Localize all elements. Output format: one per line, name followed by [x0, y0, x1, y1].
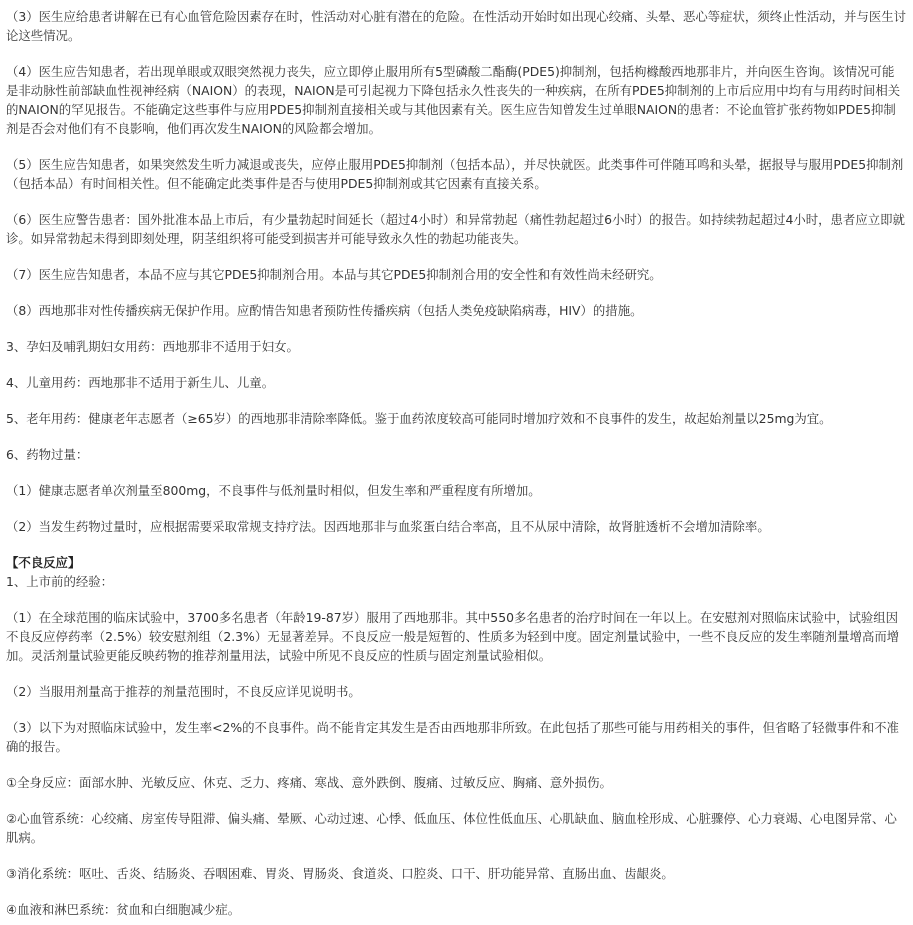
precaution-paragraph-5: （5）医生应告知患者，如果突然发生听力减退或丧失，应停止服用PDE5抑制剂（包括本品），并尽快就医。此类事件可伴随耳鸣和头晕，据报导与服用PDE5抑制剂（包括本品）有时间相关性。但不能确定此类事件是否与使用PDE5抑制剂或其它因素有直接关系。: [6, 157, 904, 191]
document-body: [6, 7, 906, 919]
precaution-paragraph-6: （6）医生应警告患者：国外批准本品上市后，有少量勃起时间延长（超过4小时）和异常勃起（痛性勃起超过6小时）的报告。如持续勃起超过4小时，患者应立即就诊。如异常勃起未得到即刻处理，阴茎组织将可能受到损害并可能导致永久性的勃起功能丧失。: [6, 212, 905, 246]
adverse-cardiovascular: ②心血管系统：心绞痛、房室传导阻滞、偏头痛、晕厥、心动过速、心悸、低血压、体位性低血压、心肌缺血、脑血栓形成、心脏骤停、心力衰竭、心电图异常、心肌病。: [6, 811, 897, 845]
overdose-paragraph-2: （2）当发生药物过量时，应根据需要采取常规支持疗法。因西地那非与血浆蛋白结合率高，且不从尿中清除，故肾脏透析不会增加清除率。: [6, 519, 770, 534]
adverse-paragraph-2: （2）当服用剂量高于推荐的剂量范围时，不良反应详见说明书。: [6, 684, 361, 699]
pregnancy-section: 3、孕妇及哺乳期妇女用药：西地那非不适用于妇女。: [6, 339, 299, 354]
precaution-paragraph-4: （4）医生应告知患者，若出现单眼或双眼突然视力丧失，应立即停止服用所有5型磷酸二酯酶(PDE5)抑制剂，包括枸橼酸西地那非片，并向医生咨询。该情况可能是非动脉性前部缺血性视神经病（NAION）的表现，NAION是可引起视力下降包括永久性丧失的一种疾病，在所有PDE5抑制剂的上市后应用中均有与用药时间相关的NAION的罕见报告。不能确定这些事件与应用PDE5抑制剂直接相关或与其他因素有关。医生应告知曾发生过单眼NAION的患者：不论血管扩张药物如PDE5抑制剂是否会对他们有不良影响，他们再次发生NAION的风险都会增加。: [6, 64, 901, 136]
pediatric-section: 4、儿童用药：西地那非不适用于新生儿、儿童。: [6, 375, 275, 390]
adverse-blood-lymph: ④血液和淋巴系统：贫血和白细胞减少症。: [6, 902, 241, 917]
overdose-heading: 6、药物过量：: [6, 447, 89, 462]
adverse-paragraph-1: （1）在全球范围的临床试验中，3700多名患者（年龄19-87岁）服用了西地那非。其中550多名患者的治疗时间在一年以上。在安慰剂对照临床试验中，试验组因不良反应停药率（2.5%）较安慰剂组（2.3%）无显著差异。不良反应一般是短暂的、性质多为轻到中度。固定剂量试验中，一些不良反应的发生率随剂量增高而增加。灵活剂量试验更能反映药物的推荐剂量用法，试验中所见不良反应的性质与固定剂量试验相似。: [6, 610, 900, 663]
precaution-paragraph-8: （8）西地那非对性传播疾病无保护作用。应酌情告知患者预防性传播疾病（包括人类免疫缺陷病毒，HIV）的措施。: [6, 303, 643, 318]
adverse-systemic: ①全身反应：面部水肿、光敏反应、休克、乏力、疼痛、寒战、意外跌倒、腹痛、过敏反应、胸痛、意外损伤。: [6, 775, 612, 790]
premarket-experience-subheading: 1、上市前的经验：: [6, 574, 114, 589]
geriatric-section: 5、老年用药：健康老年志愿者（≥65岁）的西地那非清除率降低。鉴于血药浓度较高可能同时增加疗效和不良事件的发生，故起始剂量以25mg为宜。: [6, 411, 832, 426]
overdose-paragraph-1: （1）健康志愿者单次剂量至800mg，不良事件与低剂量时相似，但发生率和严重程度有所增加。: [6, 483, 541, 498]
adverse-digestive: ③消化系统：呕吐、舌炎、结肠炎、吞咽困难、胃炎、胃肠炎、食道炎、口腔炎、口干、肝功能异常、直肠出血、齿龈炎。: [6, 866, 674, 881]
adverse-paragraph-3: （3）以下为对照临床试验中，发生率<2%的不良事件。尚不能肯定其发生是否由西地那非所致。在此包括了那些可能与用药相关的事件，但省略了轻微事件和不准确的报告。: [6, 720, 899, 754]
precaution-paragraph-3: （3）医生应给患者讲解在已有心血管危险因素存在时，性活动对心脏有潜在的危险。在性活动开始时如出现心绞痛、头晕、恶心等症状，须终止性活动，并与医生讨论这些情况。: [6, 9, 907, 43]
adverse-reactions-heading: 【不良反应】: [6, 555, 81, 570]
precaution-paragraph-7: （7）医生应告知患者，本品不应与其它PDE5抑制剂合用。本品与其它PDE5抑制剂合用的安全性和有效性尚未经研究。: [6, 267, 662, 282]
